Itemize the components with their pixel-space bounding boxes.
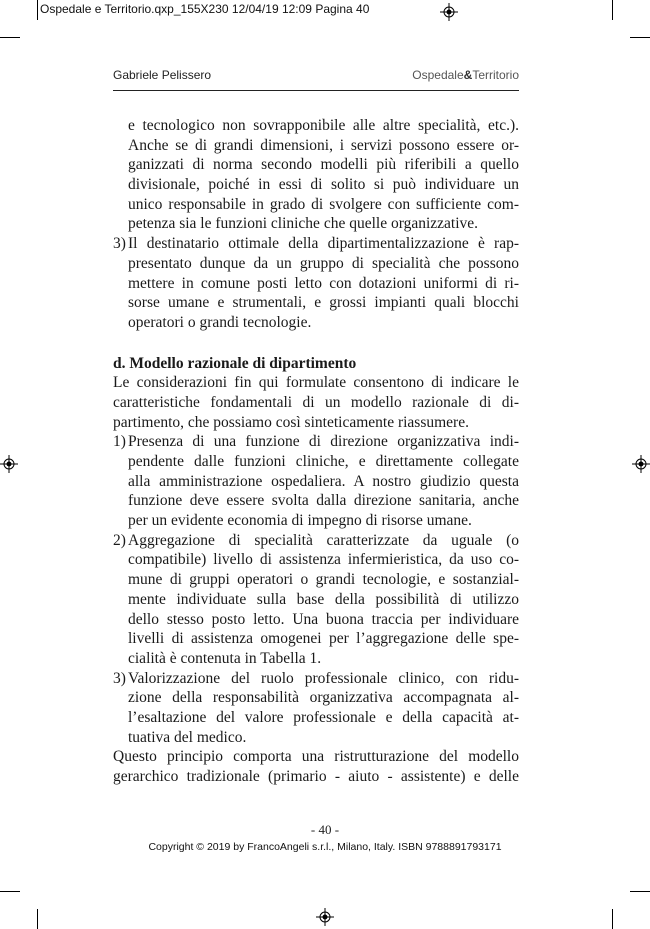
crop-mark <box>37 909 38 929</box>
paragraph-line <box>113 747 519 767</box>
paragraph-line <box>113 195 519 215</box>
line-text: petenza sia le funzioni cliniche che quelle organizzative. <box>128 215 479 233</box>
line-text: Aggregazione di specialità caratterizzate da uguale (o <box>128 531 519 549</box>
registration-mark-icon <box>316 908 334 926</box>
line-text: gerarchico tradizionale (primario - aiuto - assistente) e delle <box>113 768 519 785</box>
running-header-author: Gabriele Pelissero <box>113 68 212 82</box>
line-text: partimento, che possiamo così sinteticamente riassumere. <box>113 413 469 431</box>
paragraph-line <box>113 175 519 195</box>
paragraph-line <box>113 767 519 787</box>
line-text: Valorizzazione del ruolo professionale clinico, con ridu- <box>128 669 519 687</box>
registration-mark-icon <box>0 455 18 473</box>
line-text: livelli di assistenza omogenei per l’aggregazione delle spe- <box>128 630 519 648</box>
list-item-line <box>113 708 519 728</box>
list-item-line <box>113 570 519 590</box>
header-title-part1: Ospedale <box>412 68 464 82</box>
list-item-line <box>113 531 519 551</box>
line-text: alla amministrazione ospedaliera. A nostro giudizio questa <box>128 472 519 490</box>
paragraph-line <box>113 214 519 234</box>
crop-mark <box>612 909 613 929</box>
line-text: pendente dalle funzioni cliniche, e direttamente collegate <box>128 453 519 470</box>
list-item-line <box>113 313 519 333</box>
line-text: unico responsabile in grado di svolgere con sufficiente com- <box>128 195 519 213</box>
line-text: zione della responsabilità organizzativa accompagnata al- <box>128 689 519 707</box>
list-item-line <box>113 234 519 254</box>
list-item-line <box>113 472 519 492</box>
page-number: - 40 - <box>310 822 340 837</box>
list-item-line <box>113 590 519 610</box>
list-item-line <box>113 688 519 708</box>
crop-mark <box>37 0 38 20</box>
header-title-part2: Territorio <box>472 68 519 82</box>
line-text: operatori o grandi tecnologie. <box>128 313 312 331</box>
list-item-line <box>113 649 519 669</box>
list-item-line <box>113 254 519 274</box>
list-item-line <box>113 728 519 748</box>
list-item-number: 2) <box>113 531 126 549</box>
line-text: mune di gruppi operatori o grandi tecnologie, e sostanzial- <box>128 571 519 589</box>
print-slug: Ospedale e Territorio.qxp_155X230 12/04/19 12:09 Pagina 40 <box>40 2 370 16</box>
line-text: compatibile) livello di assistenza infermieristica, da uso co- <box>128 551 519 569</box>
list-item-line <box>113 629 519 649</box>
running-header-title <box>412 68 519 82</box>
header-rule <box>113 90 519 91</box>
line-text: Questo principio comporta una ristrutturazione del modello <box>113 748 519 766</box>
list-item-line <box>113 432 519 452</box>
line-text: funzione deve essere svolta dalla direzione sanitaria, anche <box>128 492 519 510</box>
paragraph-line <box>113 116 519 136</box>
list-item-line <box>113 511 519 531</box>
line-text: tuativa del medico. <box>128 728 247 746</box>
list-item-line <box>113 669 519 689</box>
crop-mark <box>630 891 650 892</box>
crop-mark <box>612 0 613 20</box>
body-text <box>113 116 519 787</box>
line-text: per un evidente economia di impegno di risorse umane. <box>128 512 472 530</box>
line-text: mettere in comune posti letto con dotazioni uniformi di ri- <box>128 274 519 292</box>
list-item-line <box>113 274 519 294</box>
line-text: ganizzati di norma secondo modelli più riferibili a quello <box>128 156 519 174</box>
line-text: sorse umane e strumentali, e grossi impianti quali blocchi <box>128 294 519 312</box>
line-text: divisionale, poiché in essi di solito si può individuare un <box>128 176 519 194</box>
registration-mark-icon <box>632 455 650 473</box>
list-item-number: 1) <box>113 433 126 451</box>
line-text: caratteristiche fondamentali di un modello razionale di di- <box>113 393 519 411</box>
line-text: dello stesso posto letto. Una buona traccia per individuare <box>128 610 519 628</box>
line-text: cialità è contenuta in Tabella 1. <box>128 649 322 667</box>
paragraph-line <box>113 413 519 433</box>
line-text: l’esaltazione del valore professionale e della capacità at- <box>128 708 519 726</box>
list-item-line <box>113 610 519 630</box>
list-item-line <box>113 550 519 570</box>
line-text: e tecnologico non sovrapponibile alle altre specialità, etc.). <box>128 117 519 134</box>
line-text: mente individuate sulla base della possibilità di utilizzo <box>128 590 519 608</box>
copyright-notice: Copyright © 2019 by FrancoAngeli s.r.l., Milano, Italy. ISBN 9788891793171 <box>148 841 502 853</box>
crop-mark <box>0 891 20 892</box>
header-title-ampersand: & <box>463 68 473 82</box>
section-heading: d. Modello razionale di dipartimento <box>113 354 357 372</box>
registration-mark-icon <box>440 3 458 21</box>
crop-mark <box>0 37 20 38</box>
line-text: Il destinatario ottimale della dipartimentalizzazione è rap- <box>128 235 519 253</box>
list-item-number: 3) <box>113 235 126 253</box>
line-text: Presenza di una funzione di direzione organizzativa indi- <box>128 433 519 451</box>
paragraph-line <box>113 136 519 156</box>
paragraph-line <box>113 373 519 393</box>
paragraph-line <box>113 393 519 413</box>
line-text: Le considerazioni fin qui formulate consentono di indicare le <box>113 374 519 392</box>
list-item-line <box>113 452 519 472</box>
list-item-number: 3) <box>113 669 126 687</box>
line-text: presentato dunque da un gruppo di specialità che possono <box>128 254 519 272</box>
paragraph-line <box>113 155 519 175</box>
line-text: Anche se di grandi dimensioni, i servizi possono essere or- <box>128 136 519 154</box>
list-item-line <box>113 491 519 511</box>
crop-mark <box>630 37 650 38</box>
list-item-line <box>113 293 519 313</box>
